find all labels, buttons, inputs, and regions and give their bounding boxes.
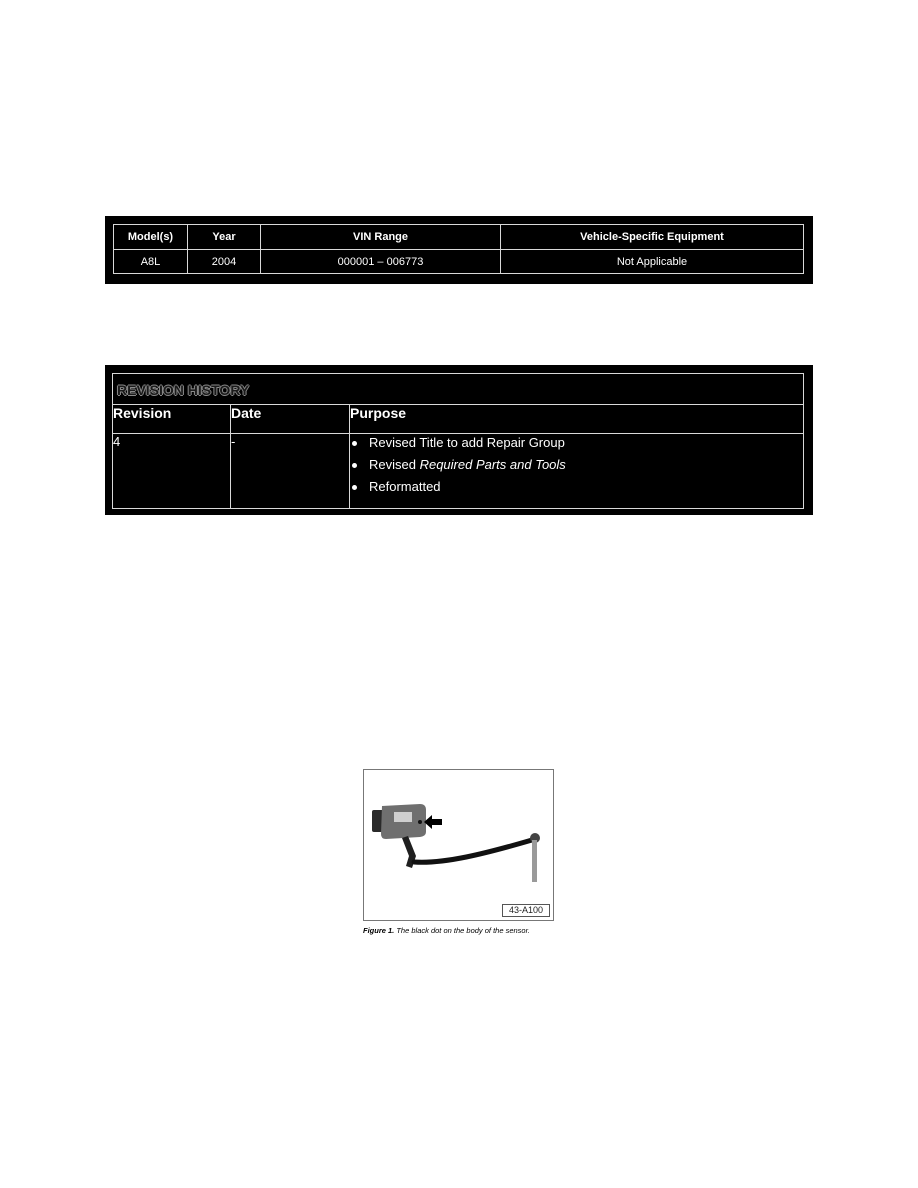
- header-models: Model(s): [114, 225, 188, 250]
- black-dot: [418, 820, 422, 824]
- applicability-table-panel: [105, 216, 813, 284]
- cell-vin-range: 000001 – 006773: [261, 250, 501, 274]
- sensor-rod: [414, 840, 532, 862]
- arrow-icon: [424, 815, 442, 829]
- header-year: Year: [188, 225, 261, 250]
- revision-history-title: REVISION HISTORY: [113, 374, 804, 405]
- cell-equipment: Not Applicable: [501, 250, 804, 274]
- header-revision: Revision: [113, 405, 231, 434]
- header-purpose: Purpose: [350, 405, 804, 434]
- cell-date: -: [231, 434, 350, 509]
- table-row: [113, 434, 804, 509]
- list-item: Revised Required Parts and Tools: [350, 456, 803, 478]
- revision-header-row: [113, 405, 804, 434]
- header-date: Date: [231, 405, 350, 434]
- rod-end-bolt: [532, 840, 537, 882]
- applicability-table: [113, 224, 804, 274]
- applicability-header-row: [114, 225, 804, 250]
- list-item: Reformatted: [350, 478, 803, 500]
- sensor-illustration: [364, 770, 554, 921]
- revision-history-table: [112, 373, 804, 509]
- table-row: [114, 250, 804, 274]
- figure-caption-label: Figure 1.: [363, 926, 395, 935]
- list-item: Revised Title to add Repair Group: [350, 434, 803, 456]
- purpose-list: [350, 434, 803, 500]
- cell-purpose: [350, 434, 804, 509]
- header-equipment: Vehicle-Specific Equipment: [501, 225, 804, 250]
- header-vin-range: VIN Range: [261, 225, 501, 250]
- cell-year: 2004: [188, 250, 261, 274]
- figure-caption: [363, 926, 530, 935]
- figure-caption-text: The black dot on the body of the sensor.: [394, 926, 530, 935]
- figure-sensor: [363, 769, 554, 921]
- revision-history-panel: [105, 365, 813, 515]
- sensor-label: [394, 812, 412, 822]
- cell-model: A8L: [114, 250, 188, 274]
- cell-revision: 4: [113, 434, 231, 509]
- figure-tag: 43-A100: [502, 904, 550, 917]
